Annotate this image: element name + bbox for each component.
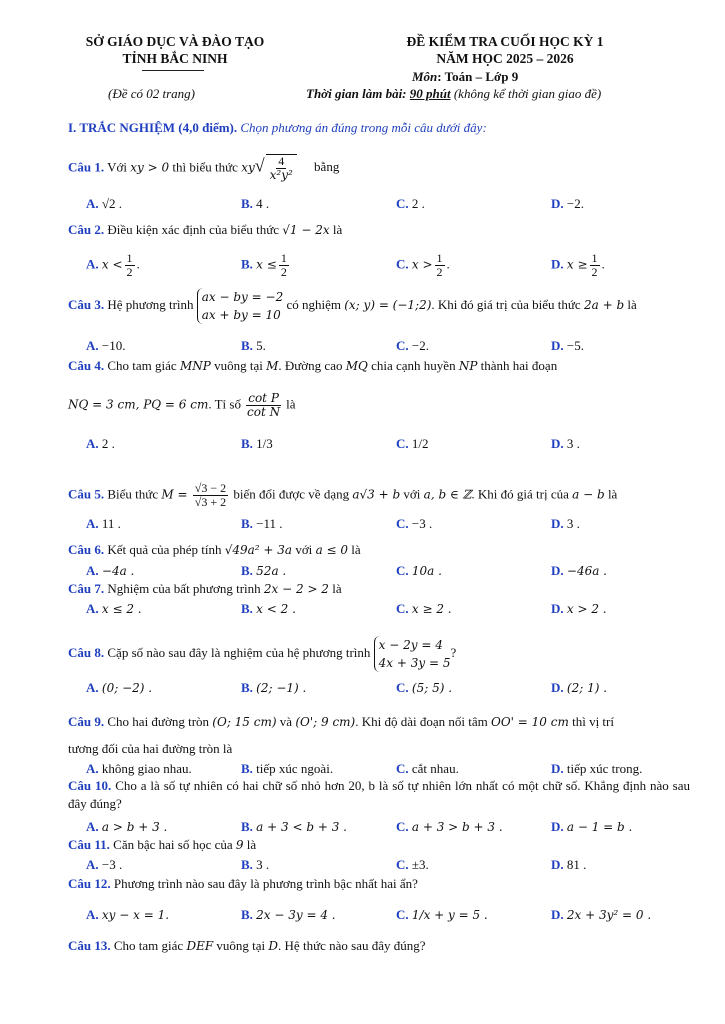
option-a[interactable] — [86, 601, 142, 617]
option-text: 3 . — [566, 516, 580, 531]
question-text: là — [332, 222, 343, 237]
question-text: . Khi đó giá trị của biểu thức — [431, 296, 581, 312]
question-text: Với — [107, 159, 128, 175]
question-2 — [68, 222, 342, 238]
option-text: a + 3 < b + 3 . — [256, 820, 347, 834]
option-label: D. — [551, 256, 564, 272]
option-text: a > b + 3 . — [101, 820, 168, 834]
question-4 — [68, 358, 557, 374]
exam-title: ĐỀ KIỂM TRA CUỐI HỌC KỲ 1 — [406, 34, 604, 49]
option-label: A. — [86, 907, 99, 922]
question-math: D — [268, 939, 279, 953]
option-c[interactable] — [396, 338, 429, 354]
equation-system — [374, 636, 451, 672]
option-text: 4 . — [256, 196, 270, 211]
fraction-numerator: 4 — [278, 154, 285, 168]
question-text: là — [351, 542, 361, 557]
option-text: x ≤ 2 . — [101, 602, 142, 616]
time-value: 90 phút — [409, 86, 451, 101]
question-math: a√3 + b — [352, 487, 401, 502]
option-label: B. — [241, 601, 253, 616]
option-label: D. — [551, 516, 564, 531]
question-text: và — [279, 714, 293, 729]
equation-system — [197, 288, 283, 324]
option-label: D. — [551, 563, 564, 578]
option-label: A. — [86, 819, 99, 834]
question-text: . Tỉ số — [208, 396, 241, 412]
option-label: D. — [551, 680, 564, 695]
question-1 — [68, 154, 339, 182]
question-6 — [68, 542, 361, 558]
option-b[interactable] — [241, 516, 283, 532]
fraction-denominator: x²y² — [269, 168, 293, 182]
question-text: là — [246, 837, 257, 852]
time-note: (không kể thời gian giao đề) — [450, 86, 602, 101]
page-count-note: (Đề có 02 trang) — [108, 86, 196, 101]
option-label: B. — [241, 338, 253, 353]
option-c[interactable] — [396, 196, 425, 212]
option-c[interactable] — [396, 680, 452, 696]
option-text: 52a . — [256, 564, 287, 578]
option-text: 3 . — [566, 436, 580, 451]
question-math: √1 − 2x — [282, 223, 330, 237]
option-label: B. — [241, 436, 253, 451]
option-label: A. — [86, 338, 99, 353]
question-text: . Khi đó giá trị của — [471, 486, 569, 502]
option-text: x < — [101, 257, 123, 272]
option-label: D. — [551, 819, 564, 834]
option-text: −2. — [411, 338, 429, 353]
option-a[interactable] — [86, 516, 121, 532]
question-text: là — [332, 581, 342, 596]
option-text: −4a . — [101, 564, 135, 578]
option-a[interactable] — [86, 680, 152, 696]
question-text: có nghiệm — [286, 296, 341, 312]
option-text: 10a . — [411, 564, 442, 578]
option-d[interactable] — [551, 761, 642, 777]
equation-row: ax − by = −2 — [201, 290, 284, 304]
question-text: với — [403, 486, 421, 502]
question-text: là — [627, 296, 637, 312]
option-c[interactable] — [396, 907, 488, 923]
question-math: OO' = 10 cm — [491, 715, 569, 729]
question-text: Cho tam giác — [107, 358, 177, 373]
option-d[interactable] — [551, 252, 605, 279]
question-math: MNP — [179, 359, 211, 373]
question-number: Câu 2. — [68, 222, 105, 237]
option-label: B. — [241, 563, 253, 578]
option-a[interactable] — [86, 857, 122, 873]
question-text: Hệ phương trình — [107, 296, 194, 312]
fraction-numerator: 1 — [436, 251, 443, 265]
question-text: với — [295, 542, 313, 557]
question-10 — [68, 777, 690, 813]
option-label: C. — [396, 680, 409, 695]
question-text: thành hai đoạn — [480, 358, 558, 373]
option-text: −5. — [566, 338, 584, 353]
option-label: B. — [241, 857, 253, 872]
question-text: biến đổi được về dạng — [233, 486, 350, 502]
fraction-numerator: 1 — [280, 251, 287, 265]
province-name: TỈNH BẮC NINH — [122, 51, 228, 66]
question-7 — [68, 581, 342, 597]
option-b[interactable] — [241, 436, 273, 452]
question-text: Cho a là số tự nhiên có hai chữ số nhỏ hơn 20, b là số tự nhiên lớn nhất có một chữ số. Khẳng định nào sau đây đúng? — [68, 778, 690, 811]
radical-sign: √ — [254, 155, 265, 176]
option-label: C. — [396, 563, 409, 578]
question-text: . Khi độ dài đoạn nối tâm — [355, 714, 488, 729]
option-text: 1/3 — [256, 436, 273, 451]
question-text: . Hệ thức nào sau đây đúng? — [278, 938, 426, 953]
option-text: √2 . — [101, 196, 123, 211]
question-text: là — [286, 396, 296, 412]
option-text: tiếp xúc trong. — [566, 761, 643, 776]
option-b[interactable] — [241, 907, 336, 923]
option-d[interactable] — [551, 601, 607, 617]
option-text: (0; −2) . — [101, 681, 153, 695]
option-label: A. — [86, 680, 99, 695]
equation-row: x − 2y = 4 — [378, 638, 443, 652]
header-right — [345, 33, 665, 67]
question-math: MQ — [345, 359, 368, 373]
question-number: Câu 3. — [68, 296, 105, 312]
question-8 — [68, 636, 456, 672]
question-3 — [68, 288, 637, 324]
question-text: thì vị trí — [572, 714, 614, 729]
option-label: A. — [86, 857, 99, 872]
question-text: Điều kiện xác định của biểu thức — [107, 222, 280, 237]
option-text: x ≥ — [566, 257, 588, 272]
option-label: B. — [241, 819, 253, 834]
header-left — [40, 33, 310, 67]
option-a[interactable] — [86, 907, 169, 923]
option-c[interactable] — [396, 601, 452, 617]
subject-value: : Toán – Lớp 9 — [437, 69, 519, 84]
option-text: 81 . — [566, 857, 587, 872]
option-text: (2; 1) . — [566, 681, 608, 695]
question-math: (O; 15 cm) — [212, 715, 277, 729]
question-text: ? — [450, 644, 457, 660]
question-math: M — [266, 359, 279, 373]
question-text: Căn bậc hai số học của — [113, 837, 233, 852]
option-b[interactable] — [241, 857, 269, 873]
question-number: Câu 4. — [68, 358, 105, 373]
option-label: B. — [241, 256, 253, 272]
question-number: Câu 8. — [68, 644, 105, 660]
option-b[interactable] — [241, 819, 347, 835]
option-text: . — [136, 256, 140, 272]
question-text: là — [607, 486, 618, 502]
option-label: D. — [551, 338, 564, 353]
section-title: I. TRẮC NGHIỆM (4,0 điểm). — [68, 120, 238, 135]
option-text: 1/2 — [411, 436, 429, 451]
option-label: A. — [86, 196, 99, 211]
radicand — [266, 154, 297, 182]
question-number: Câu 13. — [68, 938, 111, 953]
option-label: D. — [551, 601, 564, 616]
option-text: x ≤ — [256, 257, 277, 272]
option-label: D. — [551, 761, 564, 776]
option-text: tiếp xúc ngoài. — [256, 761, 334, 776]
fraction-denominator: cot N — [247, 405, 281, 419]
option-label: C. — [396, 907, 409, 922]
question-12 — [68, 876, 418, 892]
question-number: Câu 11. — [68, 837, 110, 852]
option-d[interactable] — [551, 680, 607, 696]
option-text: 5. — [256, 338, 266, 353]
question-math: 2x − 2 > 2 — [263, 582, 329, 596]
option-label: C. — [396, 196, 409, 211]
option-label: B. — [241, 907, 253, 922]
option-label: D. — [551, 196, 564, 211]
question-text: bằng — [314, 159, 340, 175]
question-math: M = — [161, 487, 188, 502]
question-math: xy > 0 — [130, 160, 170, 175]
option-text: x < 2 . — [256, 602, 296, 616]
option-text: . — [446, 256, 450, 272]
option-label: A. — [86, 516, 99, 531]
section-heading — [68, 120, 487, 136]
question-9-line-2: tương đối của hai đường tròn là — [68, 741, 233, 756]
option-c[interactable] — [396, 857, 429, 873]
question-11 — [68, 837, 256, 853]
option-a[interactable] — [86, 252, 140, 279]
question-text: vuông tại — [214, 358, 263, 373]
question-number: Câu 9. — [68, 714, 105, 729]
option-text: ±3. — [411, 857, 429, 872]
option-label: D. — [551, 907, 564, 922]
option-a[interactable] — [86, 761, 192, 777]
option-label: A. — [86, 256, 99, 272]
question-math: a, b ∈ ℤ — [423, 487, 472, 502]
option-text: cắt nhau. — [411, 761, 459, 776]
question-math: √49a² + 3a — [224, 543, 293, 557]
question-text: Cho tam giác — [113, 938, 184, 953]
option-d[interactable] — [551, 196, 584, 212]
question-math: a ≤ 0 — [315, 543, 349, 557]
question-math: (x; y) = (−1;2) — [344, 297, 432, 312]
option-text: x > 2 . — [566, 602, 607, 616]
option-c[interactable] — [396, 252, 450, 279]
question-math: DEF — [186, 939, 214, 953]
option-label: D. — [551, 857, 564, 872]
option-d[interactable] — [551, 436, 580, 452]
option-a[interactable] — [86, 436, 115, 452]
subject-line — [412, 69, 518, 85]
option-c[interactable] — [396, 563, 442, 579]
option-text: a + 3 > b + 3 . — [411, 820, 503, 834]
fraction-numerator: cot P — [248, 391, 279, 405]
option-b[interactable] — [241, 338, 266, 354]
question-number: Câu 5. — [68, 486, 105, 502]
option-a[interactable] — [86, 196, 122, 212]
question-math: NP — [458, 359, 478, 373]
option-c[interactable] — [396, 761, 459, 777]
option-label: C. — [396, 601, 409, 616]
option-text: 3 . — [256, 857, 270, 872]
option-c[interactable] — [396, 516, 432, 532]
fraction-numerator: 1 — [126, 251, 133, 265]
question-number: Câu 12. — [68, 876, 111, 891]
question-number: Câu 6. — [68, 542, 105, 557]
option-label: A. — [86, 761, 99, 776]
option-b[interactable] — [241, 563, 286, 579]
option-d[interactable] — [551, 857, 586, 873]
question-text: Cặp số nào sau đây là nghiệm của hệ phương trình — [107, 644, 371, 660]
question-text: Kết quả của phép tính — [107, 542, 222, 557]
option-text: 2x − 3y = 4 . — [256, 908, 336, 922]
option-label: C. — [396, 761, 409, 776]
fraction-denominator: 2 — [280, 265, 287, 279]
option-b[interactable] — [241, 761, 333, 777]
fraction-denominator: 2 — [591, 265, 598, 279]
option-text: 2x + 3y² = 0 . — [566, 908, 652, 922]
option-text: không giao nhau. — [101, 761, 192, 776]
option-b[interactable] — [241, 252, 291, 279]
option-text: xy − x = 1. — [101, 908, 170, 922]
time-label: Thời gian làm bài: — [306, 86, 410, 101]
option-text: −11 . — [256, 516, 283, 531]
question-math: 9 — [235, 838, 244, 852]
fraction-denominator: 2 — [126, 265, 133, 279]
question-text: thì biểu thức — [172, 159, 238, 175]
option-label: C. — [396, 516, 409, 531]
option-text: −2. — [566, 196, 584, 211]
question-number: Câu 10. — [68, 778, 112, 793]
option-label: A. — [86, 436, 99, 451]
option-label: A. — [86, 563, 99, 578]
option-label: D. — [551, 436, 564, 451]
option-label: C. — [396, 819, 409, 834]
option-text: x ≥ 2 . — [411, 602, 452, 616]
question-text: vuông tại — [216, 938, 266, 953]
option-label: B. — [241, 761, 253, 776]
option-c[interactable] — [396, 436, 429, 452]
department-name: SỞ GIÁO DỤC VÀ ĐÀO TẠO — [85, 34, 265, 49]
option-label: C. — [396, 338, 409, 353]
question-text: Phương trình nào sau đây là phương trình bậc nhất hai ẩn? — [113, 876, 418, 891]
option-text: (2; −1) . — [256, 681, 307, 695]
option-d[interactable] — [551, 516, 580, 532]
option-label: B. — [241, 680, 253, 695]
question-text: chia cạnh huyền — [371, 358, 456, 373]
question-13 — [68, 938, 426, 954]
section-instruction: Chọn phương án đúng trong mỗi câu dưới đây: — [237, 120, 487, 135]
option-label: C. — [396, 256, 409, 272]
fraction-denominator: √3 + 2 — [194, 495, 227, 509]
subject-label: Môn — [412, 69, 438, 84]
option-a[interactable] — [86, 338, 125, 354]
option-b[interactable] — [241, 601, 296, 617]
header-underline-left — [142, 70, 204, 71]
option-text: x > — [411, 257, 433, 272]
option-text: 11 . — [101, 516, 121, 531]
time-line — [306, 86, 601, 102]
option-text: . — [601, 256, 605, 272]
option-c[interactable] — [396, 819, 503, 835]
fraction-numerator: 1 — [591, 251, 598, 265]
option-text: −3 . — [101, 857, 123, 872]
question-math: a − b — [572, 487, 605, 502]
question-math: NQ = 3 cm, PQ = 6 cm — [68, 397, 209, 412]
option-a[interactable] — [86, 563, 134, 579]
question-math: (O'; 9 cm) — [295, 715, 356, 729]
option-d[interactable] — [551, 819, 632, 835]
question-text: Cho hai đường tròn — [107, 714, 210, 729]
fraction-numerator: √3 − 2 — [194, 481, 227, 495]
question-math: xy — [241, 160, 255, 175]
option-text: −10. — [101, 338, 126, 353]
option-b[interactable] — [241, 196, 269, 212]
option-text: (5; 5) . — [411, 681, 453, 695]
question-9 — [68, 714, 614, 730]
question-text: Nghiệm của bất phương trình — [107, 581, 261, 596]
option-label: B. — [241, 196, 253, 211]
option-label: C. — [396, 857, 409, 872]
option-a[interactable] — [86, 819, 167, 835]
question-4-line-2 — [68, 392, 296, 419]
equation-row: ax + by = 10 — [201, 308, 281, 322]
question-text: Biểu thức — [107, 486, 159, 502]
option-text: 2 . — [101, 436, 115, 451]
question-text: . Đường cao — [278, 358, 343, 373]
equation-row: 4x + 3y = 5 — [378, 656, 451, 670]
option-text: −46a . — [566, 564, 607, 578]
option-d[interactable] — [551, 338, 584, 354]
option-label: B. — [241, 516, 253, 531]
question-math: 2a + b — [583, 297, 625, 312]
question-number: Câu 1. — [68, 159, 105, 175]
option-b[interactable] — [241, 680, 306, 696]
option-d[interactable] — [551, 563, 607, 579]
option-label: C. — [396, 436, 409, 451]
option-d[interactable] — [551, 907, 651, 923]
option-label: A. — [86, 601, 99, 616]
fraction-denominator: 2 — [436, 265, 443, 279]
option-text: 2 . — [411, 196, 425, 211]
option-text: a − 1 = b . — [566, 820, 633, 834]
option-text: 1/x + y = 5 . — [411, 908, 488, 922]
option-text: −3 . — [411, 516, 433, 531]
question-5 — [68, 482, 617, 509]
school-year: NĂM HỌC 2025 – 2026 — [436, 51, 574, 66]
question-number: Câu 7. — [68, 581, 105, 596]
